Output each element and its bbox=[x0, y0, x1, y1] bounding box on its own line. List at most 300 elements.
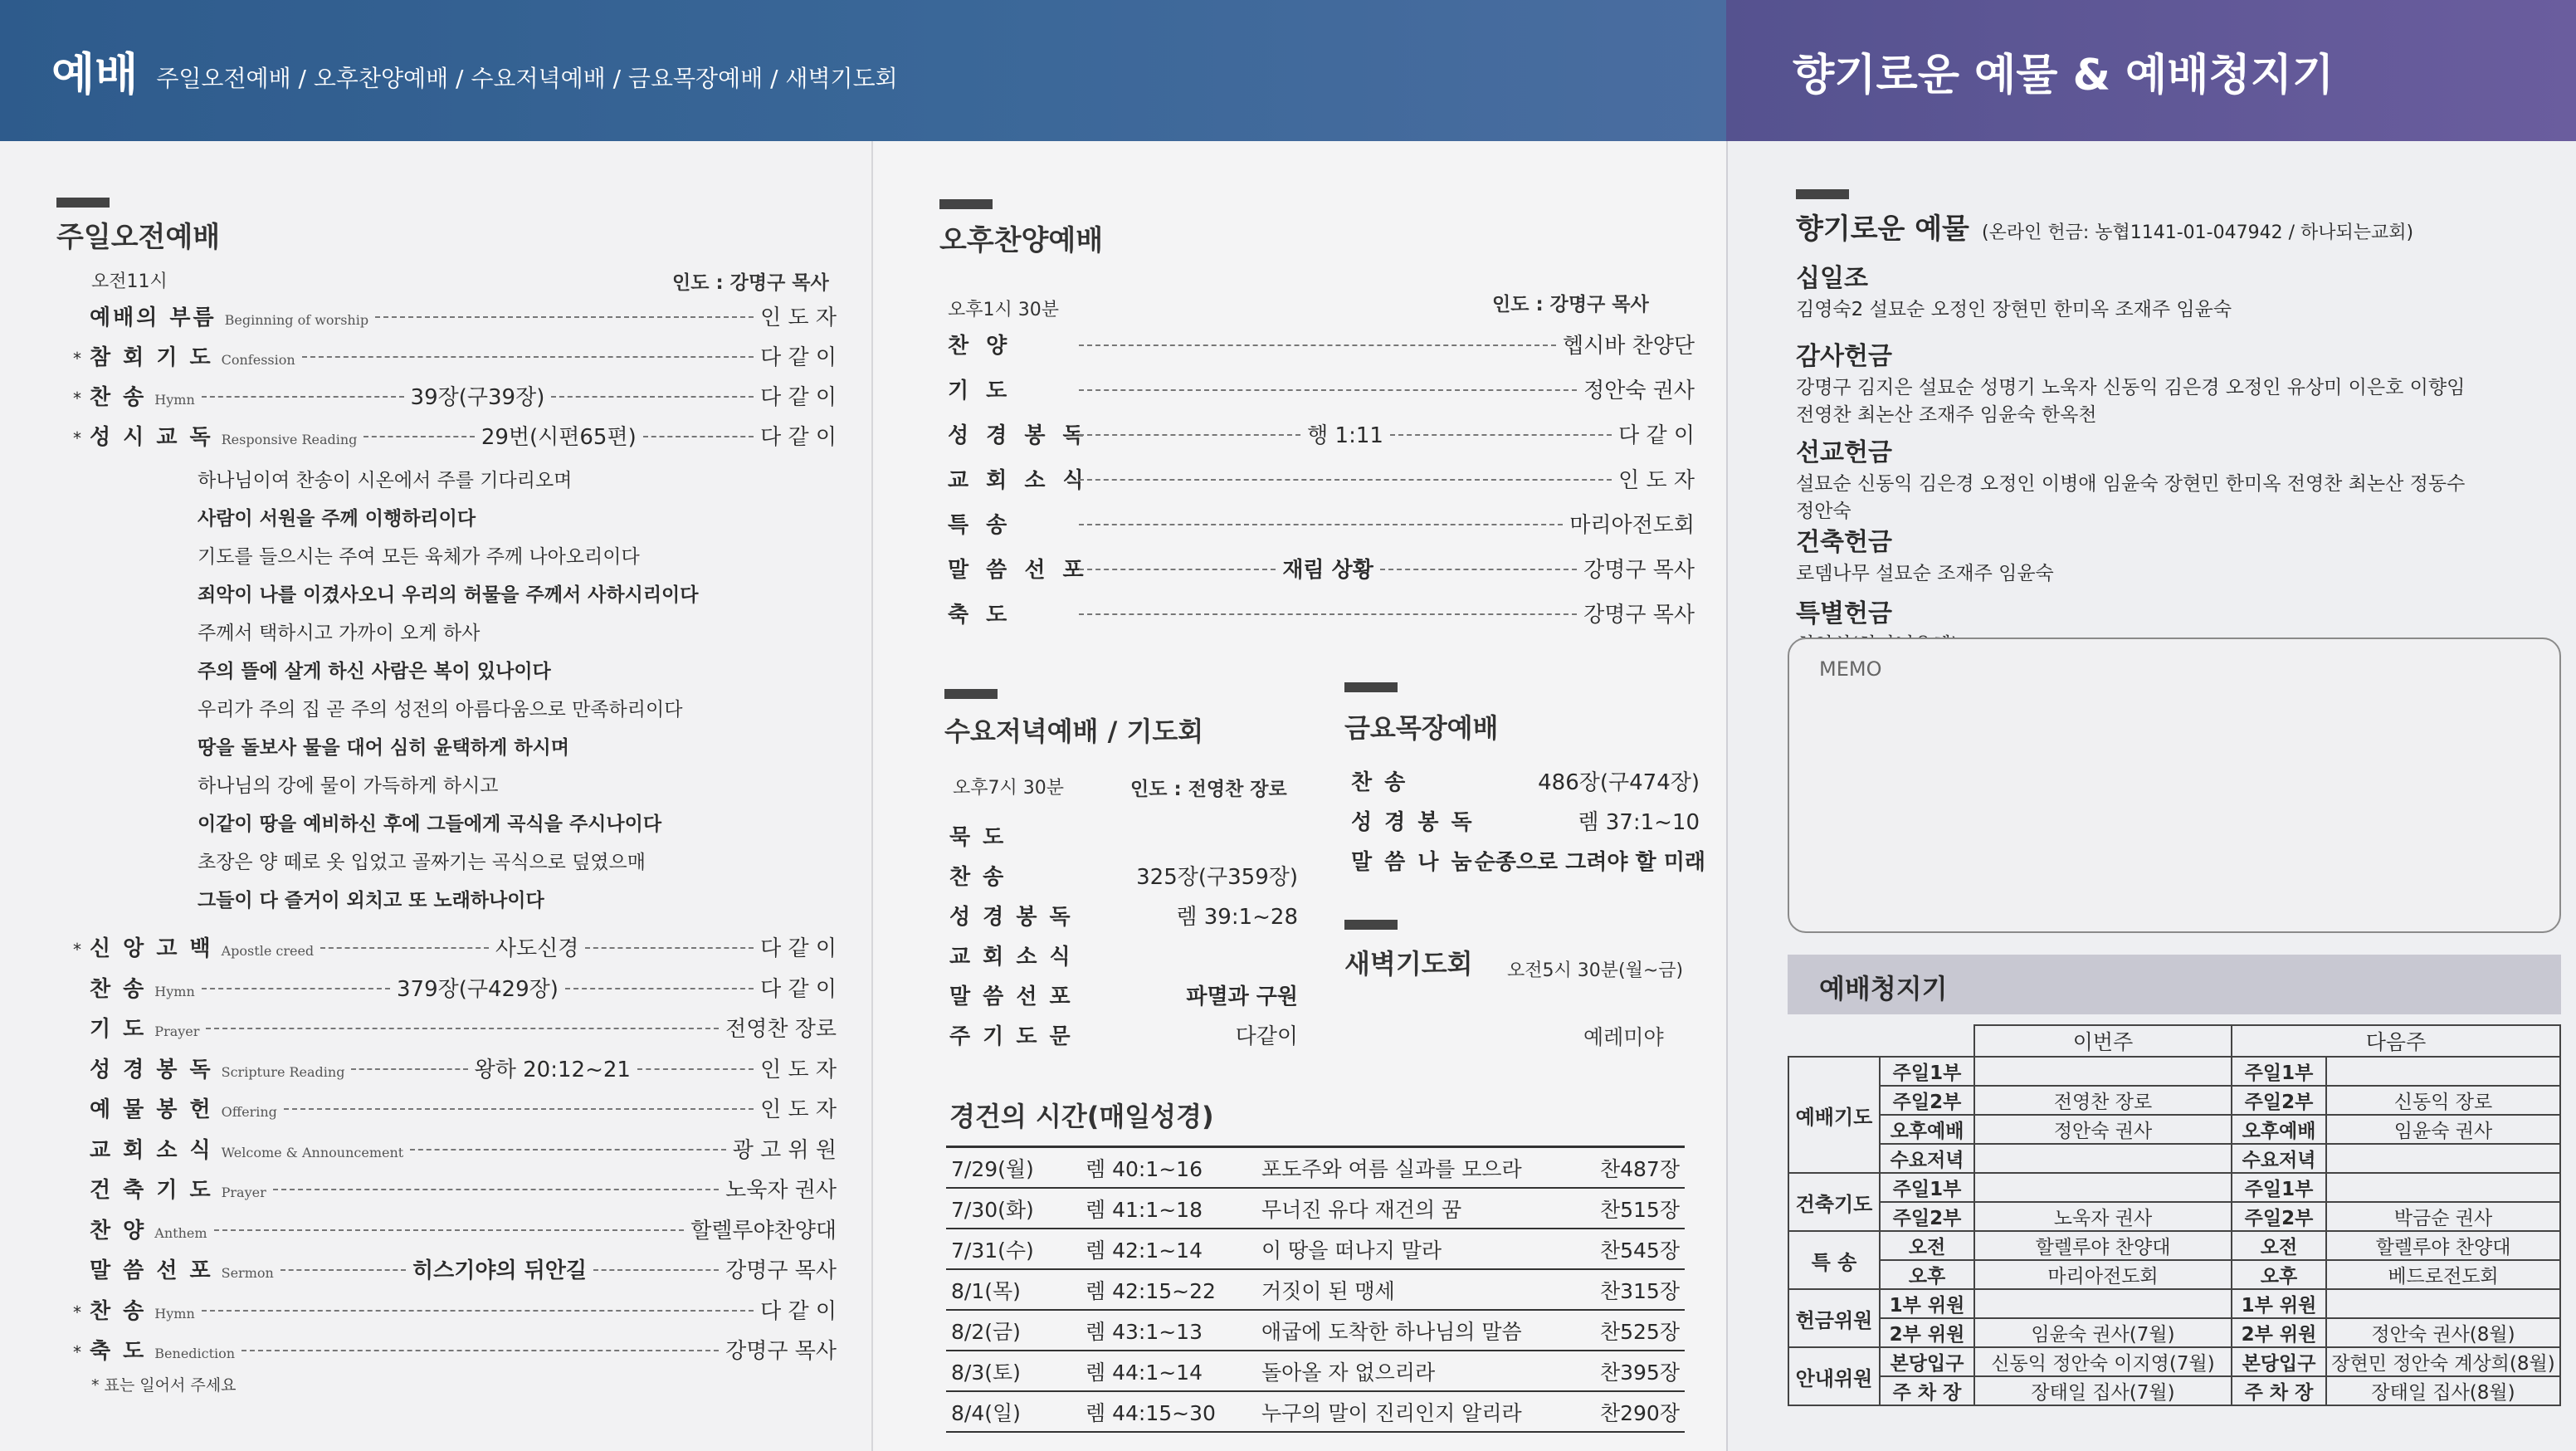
devotion-row bbox=[946, 1188, 1685, 1229]
section-bar bbox=[1796, 189, 1849, 199]
order-person: 전영찬 장로 bbox=[725, 1017, 837, 1042]
stewards-row bbox=[1788, 1376, 2560, 1405]
stewards-slot: 수요저녁 bbox=[2232, 1144, 2326, 1173]
offering-group-title: 감사헌금 bbox=[1796, 342, 1892, 371]
order-name: 찬 송 bbox=[1351, 770, 1408, 795]
offering-names: 김영숙2 설묘순 오정인 장현민 한미옥 조재주 임윤숙 bbox=[1796, 299, 2232, 320]
order-star: * bbox=[73, 940, 81, 960]
section-bar bbox=[939, 199, 993, 209]
devotion-title: 이 땅을 떠나지 말라 bbox=[1256, 1229, 1592, 1269]
order-star: * bbox=[73, 1302, 81, 1322]
order-name: 참 회 기 도 bbox=[90, 345, 213, 370]
dotted-leader bbox=[284, 1108, 754, 1110]
order-person: 인 도 자 bbox=[760, 1097, 837, 1122]
order-name: 말 씀 선 포 bbox=[948, 558, 1089, 583]
devotion-ref: 렘 42:15~22 bbox=[1081, 1269, 1256, 1310]
offering-group bbox=[1796, 335, 2465, 427]
stewards-this: 정안숙 권사 bbox=[1974, 1115, 2232, 1144]
offering-group-title: 선교헌금 bbox=[1796, 438, 1892, 467]
dotted-leader bbox=[643, 436, 754, 437]
stewards-next: 임윤숙 권사 bbox=[2326, 1115, 2560, 1144]
stewards-slot: 주일2부 bbox=[2232, 1086, 2326, 1115]
order-detail: 순종으로 그려야 할 미래 bbox=[1474, 850, 1705, 875]
stewards-slot: 주일2부 bbox=[1880, 1086, 1974, 1115]
devotion-ref: 렘 40:1~16 bbox=[1081, 1147, 1256, 1189]
order-star: * bbox=[73, 1342, 81, 1362]
stewards-row bbox=[1788, 1144, 2560, 1173]
column-sunday-morning bbox=[0, 141, 871, 1451]
stewards-role: 예배기도 bbox=[1788, 1057, 1880, 1173]
order-row bbox=[949, 980, 1298, 1010]
order-name: 축 도 bbox=[90, 1339, 147, 1364]
dotted-leader bbox=[281, 1269, 406, 1271]
devotion-date: 7/31(수) bbox=[946, 1229, 1081, 1269]
dotted-leader bbox=[593, 1269, 719, 1271]
devotion-title: 경건의 시간(매일성경) bbox=[949, 1101, 1214, 1132]
devotion-date: 7/30(화) bbox=[946, 1188, 1081, 1229]
dotted-leader bbox=[565, 988, 754, 989]
stewards-role: 건축기도 bbox=[1788, 1173, 1880, 1231]
devotion-hymn: 찬545장 bbox=[1592, 1229, 1685, 1269]
order-name: 성 시 교 독 bbox=[90, 425, 213, 450]
order-star: * bbox=[73, 428, 81, 448]
dotted-leader bbox=[202, 396, 404, 398]
order-detail: 재림 상황 bbox=[1282, 558, 1373, 583]
stewards-row bbox=[1788, 1086, 2560, 1115]
stewards-this bbox=[1974, 1173, 2232, 1202]
order-person: 다 같 이 bbox=[760, 936, 837, 961]
dotted-leader bbox=[206, 1028, 719, 1029]
order-detail: 379장(구429장) bbox=[397, 976, 559, 1002]
devotion-table bbox=[946, 1146, 1685, 1433]
stewards-next bbox=[2326, 1144, 2560, 1173]
stewards-role: 안내위원 bbox=[1788, 1347, 1880, 1405]
stewards-slot: 수요저녁 bbox=[1880, 1144, 1974, 1173]
order-row bbox=[948, 598, 1695, 628]
stewards-this: 임윤숙 권사(7월) bbox=[1974, 1318, 2232, 1347]
devotion-row bbox=[946, 1147, 1685, 1189]
responsive-line: 사람이 서원을 주께 이행하리이다 bbox=[198, 508, 476, 530]
header-left bbox=[0, 0, 1726, 141]
devotion-title: 거짓이 된 맹세 bbox=[1256, 1269, 1592, 1310]
stewards-slot: 주일1부 bbox=[1880, 1057, 1974, 1086]
order-english: Sermon bbox=[221, 1265, 274, 1281]
stewards-row bbox=[1788, 1318, 2560, 1347]
order-name: 찬 송 bbox=[90, 385, 147, 410]
order-person: 노욱자 권사 bbox=[725, 1178, 837, 1203]
next-week-header: 다음주 bbox=[2232, 1025, 2560, 1057]
order-row bbox=[73, 1012, 837, 1043]
devotion-title: 누구의 말이 진리인지 알리라 bbox=[1256, 1391, 1592, 1432]
order-detail: 다같이 bbox=[1235, 1024, 1298, 1049]
stewards-this: 전영찬 장로 bbox=[1974, 1086, 2232, 1115]
order-row bbox=[949, 1019, 1298, 1050]
dotted-leader bbox=[1079, 389, 1577, 391]
section-title: 금요목장예배 bbox=[1344, 712, 1499, 744]
stewards-row bbox=[1788, 1057, 2560, 1086]
stewards-slot: 주일2부 bbox=[2232, 1202, 2326, 1231]
devotion-title: 무너진 유다 재건의 꿈 bbox=[1256, 1188, 1592, 1229]
dotted-leader bbox=[320, 947, 489, 949]
order-detail: 파멸과 구원 bbox=[1186, 984, 1298, 1009]
order-person: 마리아전도회 bbox=[1569, 513, 1695, 538]
responsive-line: 땅을 돌보사 물을 대어 심히 윤택하게 하시며 bbox=[198, 737, 569, 759]
order-row bbox=[73, 972, 837, 1003]
stewards-next: 할렐루야 찬양대 bbox=[2326, 1231, 2560, 1260]
order-english: Anthem bbox=[154, 1224, 207, 1241]
order-name: 특 송 bbox=[948, 513, 1012, 538]
service-time: 오전11시 bbox=[91, 271, 168, 292]
dotted-leader bbox=[302, 356, 754, 358]
service-leader: 인도 : 전영찬 장로 bbox=[1130, 779, 1287, 800]
order-name: 건 축 기 도 bbox=[90, 1178, 213, 1203]
dawn-book: 예레미야 bbox=[1583, 1025, 1664, 1049]
stewards-slot: 1부 위원 bbox=[1880, 1289, 1974, 1318]
devotion-row bbox=[946, 1391, 1685, 1432]
memo-box[interactable] bbox=[1788, 638, 2561, 933]
devotion-hymn: 찬395장 bbox=[1592, 1351, 1685, 1391]
order-english: Benediction bbox=[154, 1346, 236, 1361]
devotion-row bbox=[946, 1269, 1685, 1310]
stewards-row bbox=[1788, 1289, 2560, 1318]
devotion-ref: 렘 43:1~13 bbox=[1081, 1310, 1256, 1351]
stewards-slot: 오전 bbox=[1880, 1231, 1974, 1260]
responsive-line: 죄악이 나를 이겼사오니 우리의 허물을 주께서 사하시리이다 bbox=[198, 584, 699, 606]
stewards-slot: 본당입구 bbox=[2232, 1347, 2326, 1376]
devotion-title: 애굽에 도착한 하나님의 말씀 bbox=[1256, 1310, 1592, 1351]
order-name: 신 앙 고 백 bbox=[90, 936, 213, 961]
stewards-row bbox=[1788, 1347, 2560, 1376]
order-person: 헵시바 찬양단 bbox=[1563, 334, 1695, 359]
order-name: 찬 양 bbox=[948, 334, 1012, 359]
devotion-ref: 렘 44:15~30 bbox=[1081, 1391, 1256, 1432]
order-person: 강명구 목사 bbox=[1583, 603, 1695, 628]
order-row bbox=[73, 1092, 837, 1123]
section-title: 새벽기도회 bbox=[1344, 948, 1473, 980]
order-person: 다 같 이 bbox=[760, 976, 837, 1002]
devotion-row bbox=[946, 1351, 1685, 1391]
dotted-leader bbox=[242, 1350, 719, 1351]
standing-note: * 표는 일어서 주세요 bbox=[91, 1376, 237, 1395]
order-name: 교 회 소 식 bbox=[90, 1137, 213, 1163]
order-row bbox=[1351, 765, 1700, 796]
order-name: 기 도 bbox=[948, 379, 1012, 403]
devotion-date: 8/3(토) bbox=[946, 1351, 1081, 1391]
order-detail: 렘 37:1~10 bbox=[1578, 810, 1700, 835]
stewards-slot: 주일2부 bbox=[1880, 1202, 1974, 1231]
offering-group-title: 특별헌금 bbox=[1796, 599, 1892, 628]
order-row bbox=[1351, 845, 1705, 876]
order-row bbox=[73, 420, 837, 451]
stewards-slot: 오후예배 bbox=[1880, 1115, 1974, 1144]
stewards-slot: 1부 위원 bbox=[2232, 1289, 2326, 1318]
stewards-row bbox=[1788, 1202, 2560, 1231]
devotion-hymn: 찬515장 bbox=[1592, 1188, 1685, 1229]
order-row bbox=[948, 463, 1695, 494]
section-title: 오후찬양예배 bbox=[939, 224, 1104, 257]
order-row bbox=[73, 931, 837, 962]
dotted-leader bbox=[551, 396, 754, 398]
offering-group bbox=[1796, 521, 2054, 585]
order-row bbox=[73, 300, 837, 331]
order-row bbox=[949, 860, 1298, 891]
dotted-leader bbox=[1079, 613, 1577, 615]
offering-names: 로뎀나무 설묘순 조재주 임윤숙 bbox=[1796, 563, 2054, 584]
stewards-slot: 오전 bbox=[2232, 1231, 2326, 1260]
order-star: * bbox=[73, 388, 81, 408]
devotion-date: 8/1(목) bbox=[946, 1269, 1081, 1310]
dotted-leader bbox=[585, 947, 754, 949]
offering-account: (온라인 헌금: 농협1141-01-047942 / 하나되는교회) bbox=[1982, 222, 2414, 243]
order-row bbox=[73, 1173, 837, 1204]
order-person: 인 도 자 bbox=[1618, 468, 1695, 493]
devotion-hymn: 찬290장 bbox=[1592, 1391, 1685, 1432]
offering-group-title: 십일조 bbox=[1796, 264, 1868, 293]
column-services bbox=[871, 141, 1728, 1451]
stewards-next bbox=[2326, 1173, 2560, 1202]
devotion-row bbox=[946, 1229, 1685, 1269]
order-detail: 325장(구359장) bbox=[1136, 865, 1298, 890]
column-offering bbox=[1726, 141, 2576, 1451]
offering-title: 향기로운 예물 bbox=[1796, 213, 1969, 246]
order-english: Apostle creed bbox=[221, 943, 315, 959]
stewards-next: 정안숙 권사(8월) bbox=[2326, 1318, 2560, 1347]
order-name: 성 경 봉 독 bbox=[1351, 810, 1475, 835]
responsive-line: 하나님이여 찬송이 시온에서 주를 기다리오며 bbox=[198, 470, 573, 491]
stewards-next: 신동익 장로 bbox=[2326, 1086, 2560, 1115]
stewards-this bbox=[1974, 1057, 2232, 1086]
dotted-leader bbox=[1079, 569, 1276, 570]
order-name: 말 씀 선 포 bbox=[90, 1258, 213, 1283]
stewards-corner bbox=[1788, 1025, 1974, 1057]
order-name: 교 회 소 식 bbox=[948, 468, 1089, 493]
stewards-slot: 주일1부 bbox=[1880, 1173, 1974, 1202]
order-row bbox=[73, 1334, 837, 1365]
order-detail: 39장(구39장) bbox=[410, 385, 545, 410]
order-person: 다 같 이 bbox=[760, 425, 837, 450]
section-bar bbox=[1344, 682, 1398, 692]
stewards-next bbox=[2326, 1289, 2560, 1318]
order-name: 묵 도 bbox=[949, 825, 1007, 850]
stewards-next bbox=[2326, 1057, 2560, 1086]
offering-group bbox=[1796, 257, 2232, 321]
order-english: Beginning of worship bbox=[224, 312, 369, 328]
stewards-slot: 2부 위원 bbox=[2232, 1318, 2326, 1347]
order-name: 축 도 bbox=[948, 603, 1012, 628]
order-detail: 486장(구474장) bbox=[1538, 770, 1700, 795]
order-english: Hymn bbox=[154, 392, 195, 408]
responsive-line: 기도를 들으시는 주여 모든 육체가 주께 나아오리이다 bbox=[198, 546, 640, 568]
section-bar bbox=[56, 198, 110, 208]
service-time: 오후1시 30분 bbox=[948, 300, 1059, 320]
offering-group bbox=[1796, 432, 2465, 523]
order-person: 강명구 목사 bbox=[1583, 558, 1695, 583]
order-name: 찬 송 bbox=[90, 1298, 147, 1324]
responsive-line: 주의 뜰에 살게 하신 사람은 복이 있나이다 bbox=[198, 661, 551, 682]
order-name: 찬 양 bbox=[90, 1218, 147, 1243]
dotted-leader bbox=[410, 1149, 726, 1151]
order-name: 성 경 봉 독 bbox=[90, 1057, 213, 1082]
order-row bbox=[949, 900, 1298, 931]
dotted-leader bbox=[1380, 569, 1577, 570]
dotted-leader bbox=[1079, 344, 1556, 346]
stewards-this: 마리아전도회 bbox=[1974, 1260, 2232, 1289]
dotted-leader bbox=[1390, 434, 1612, 436]
dotted-leader bbox=[202, 1310, 754, 1312]
stewards-this: 노욱자 권사 bbox=[1974, 1202, 2232, 1231]
order-detail: 29번(시편65편) bbox=[481, 425, 637, 450]
order-detail: 행 1:11 bbox=[1307, 423, 1383, 448]
dotted-leader bbox=[1079, 524, 1563, 525]
order-person: 강명구 목사 bbox=[725, 1258, 837, 1283]
section-title: 수요저녁예배 / 기도회 bbox=[944, 716, 1204, 747]
order-star: * bbox=[73, 349, 81, 369]
stewards-this bbox=[1974, 1289, 2232, 1318]
stewards-table bbox=[1788, 1024, 2561, 1406]
stewards-slot: 주일1부 bbox=[2232, 1173, 2326, 1202]
stewards-this: 장태일 집사(7월) bbox=[1974, 1376, 2232, 1405]
stewards-this: 신동익 정안숙 이지영(7월) bbox=[1974, 1347, 2232, 1376]
order-name: 성 경 봉 독 bbox=[948, 423, 1089, 448]
devotion-date: 8/2(금) bbox=[946, 1310, 1081, 1351]
order-english: Prayer bbox=[221, 1185, 266, 1200]
stewards-this: 할렐루야 찬양대 bbox=[1974, 1231, 2232, 1260]
stewards-slot: 오후예배 bbox=[2232, 1115, 2326, 1144]
order-row bbox=[949, 940, 1298, 970]
stewards-next: 박금순 권사 bbox=[2326, 1202, 2560, 1231]
order-detail: 히스기야의 뒤안길 bbox=[412, 1258, 587, 1283]
offering-names: 설묘순 신동익 김은경 오정인 이병애 임윤숙 장현민 한미옥 전영찬 최논산 정동수 bbox=[1796, 473, 2466, 495]
offering-names: 정안숙 bbox=[1796, 501, 1852, 522]
order-person: 인 도 자 bbox=[760, 305, 837, 330]
header-title: 예배 bbox=[51, 47, 139, 100]
responsive-line: 이같이 땅을 예비하신 후에 그들에게 곡식을 주시나이다 bbox=[198, 813, 662, 835]
order-person: 강명구 목사 bbox=[725, 1339, 837, 1364]
order-english: Responsive Reading bbox=[221, 432, 358, 447]
stewards-header bbox=[1788, 955, 2561, 1014]
devotion-title: 포도주와 여름 실과를 모으라 bbox=[1256, 1147, 1592, 1189]
devotion-ref: 렘 41:1~18 bbox=[1081, 1188, 1256, 1229]
stewards-slot: 오후 bbox=[1880, 1260, 1974, 1289]
order-name: 주 기 도 문 bbox=[949, 1024, 1073, 1049]
order-row bbox=[948, 374, 1695, 404]
header-right-title: 향기로운 예물 & 예배청지기 bbox=[1793, 50, 2334, 100]
section-bar bbox=[1344, 920, 1398, 930]
order-row bbox=[949, 820, 1298, 851]
order-person: 다 같 이 bbox=[760, 345, 837, 370]
order-person: 광 고 위 원 bbox=[732, 1137, 837, 1163]
dotted-leader bbox=[375, 316, 754, 318]
order-row bbox=[73, 1214, 837, 1244]
stewards-title: 예배청지기 bbox=[1819, 973, 1948, 1004]
order-name: 찬 송 bbox=[949, 865, 1007, 890]
stewards-slot: 본당입구 bbox=[1880, 1347, 1974, 1376]
stewards-row bbox=[1788, 1231, 2560, 1260]
order-name: 예 물 봉 헌 bbox=[90, 1097, 213, 1122]
devotion-ref: 렘 44:1~14 bbox=[1081, 1351, 1256, 1391]
order-person: 인 도 자 bbox=[760, 1057, 837, 1082]
order-person: 다 같 이 bbox=[760, 385, 837, 410]
stewards-this bbox=[1974, 1144, 2232, 1173]
devotion-hymn: 찬315장 bbox=[1592, 1269, 1685, 1310]
stewards-slot: 주 차 장 bbox=[1880, 1376, 1974, 1405]
offering-names: 강명구 김지은 설묘순 성명기 노욱자 신동익 김은경 오정인 유상미 이은호 이향임 bbox=[1796, 377, 2466, 398]
dotted-leader bbox=[637, 1068, 754, 1070]
dotted-leader bbox=[273, 1189, 719, 1190]
order-english: Hymn bbox=[154, 983, 195, 999]
order-name: 예배의 부름 bbox=[90, 305, 217, 330]
dotted-leader bbox=[202, 988, 390, 989]
stewards-role: 특 송 bbox=[1788, 1231, 1880, 1289]
order-detail: 왕하 20:12~21 bbox=[474, 1057, 631, 1082]
order-row bbox=[1351, 805, 1700, 836]
order-row bbox=[73, 340, 837, 371]
stewards-next: 장태일 집사(8월) bbox=[2326, 1376, 2560, 1405]
order-name: 말 씀 선 포 bbox=[949, 984, 1073, 1009]
order-english: Prayer bbox=[154, 1024, 200, 1039]
responsive-line: 우리가 주의 집 곧 주의 성전의 아름다움으로 만족하리이다 bbox=[198, 699, 683, 721]
offering-names: 전영찬 최논산 조재주 임윤숙 한옥천 bbox=[1796, 404, 2097, 426]
order-detail: 렘 39:1~28 bbox=[1176, 905, 1298, 930]
responsive-line: 주께서 택하시고 가까이 오게 하사 bbox=[198, 623, 481, 644]
stewards-row bbox=[1788, 1115, 2560, 1144]
section-bar bbox=[944, 689, 998, 699]
stewards-slot: 2부 위원 bbox=[1880, 1318, 1974, 1347]
order-english: Confession bbox=[221, 352, 295, 368]
stewards-slot: 주일1부 bbox=[2232, 1057, 2326, 1086]
order-row bbox=[948, 329, 1695, 359]
dotted-leader bbox=[1079, 434, 1300, 436]
responsive-line: 초장은 양 떼로 옷 입었고 골짜기는 곡식으로 덮였으매 bbox=[198, 852, 646, 873]
order-detail: 사도신경 bbox=[495, 936, 579, 961]
service-leader: 인도 : 강명구 목사 bbox=[672, 272, 829, 294]
devotion-row bbox=[946, 1310, 1685, 1351]
service-leader: 인도 : 강명구 목사 bbox=[1492, 294, 1649, 315]
order-row bbox=[73, 1053, 837, 1083]
order-person: 다 같 이 bbox=[760, 1298, 837, 1324]
order-name: 교 회 소 식 bbox=[949, 945, 1073, 970]
this-week-header: 이번주 bbox=[1974, 1025, 2232, 1057]
order-row bbox=[948, 418, 1695, 449]
responsive-line: 하나님의 강에 물이 가득하게 하시고 bbox=[198, 775, 499, 797]
order-row bbox=[948, 553, 1695, 584]
order-row bbox=[73, 1253, 837, 1284]
order-english: Welcome & Announcement bbox=[221, 1144, 404, 1160]
offering-group-title: 건축헌금 bbox=[1796, 528, 1892, 557]
stewards-slot: 오후 bbox=[2232, 1260, 2326, 1289]
stewards-row bbox=[1788, 1173, 2560, 1202]
order-row bbox=[73, 380, 837, 411]
dotted-leader bbox=[363, 436, 474, 437]
stewards-next: 장현민 정안숙 계상희(8월) bbox=[2326, 1347, 2560, 1376]
memo-label: MEMO bbox=[1819, 657, 1882, 681]
order-english: Hymn bbox=[154, 1305, 195, 1322]
order-person: 할렐루야찬양대 bbox=[690, 1218, 837, 1243]
stewards-role: 헌금위원 bbox=[1788, 1289, 1880, 1347]
stewards-row bbox=[1788, 1260, 2560, 1289]
devotion-hymn: 찬525장 bbox=[1592, 1310, 1685, 1351]
order-english: Offering bbox=[221, 1104, 277, 1120]
responsive-line: 그들이 다 즐거이 외치고 또 노래하나이다 bbox=[198, 890, 544, 911]
order-person: 다 같 이 bbox=[1618, 423, 1695, 448]
order-name: 기 도 bbox=[90, 1017, 147, 1042]
order-name: 성 경 봉 독 bbox=[949, 905, 1073, 930]
service-time: 오후7시 30분 bbox=[953, 778, 1064, 799]
order-name: 찬 송 bbox=[90, 976, 147, 1002]
dotted-leader bbox=[1079, 479, 1612, 481]
devotion-date: 7/29(월) bbox=[946, 1147, 1081, 1189]
header-subtitle: 주일오전예배 / 오후찬양예배 / 수요저녁예배 / 금요목장예배 / 새벽기도회 bbox=[156, 65, 898, 92]
